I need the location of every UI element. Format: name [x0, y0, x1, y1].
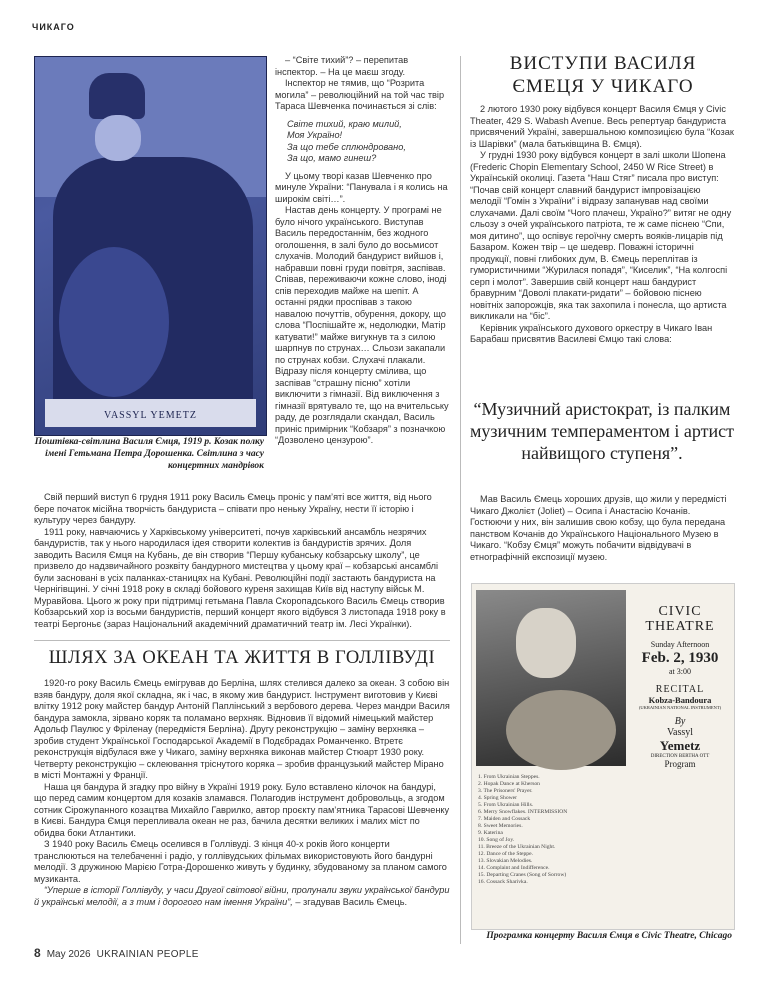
program-item: 7. Maiden and Cossack: [478, 816, 531, 822]
article-column-right-lower: [470, 494, 734, 563]
photo-figure-hat: [89, 73, 145, 119]
section-divider: [34, 640, 450, 641]
photo-figure-face: [95, 115, 141, 161]
photo-caption: Поштівка-світлина Василя Ємця, 1919 р. Козак полку імені Гетьмана Петра Дорошенка. Світлина з часу концертних мандрівок: [34, 437, 264, 471]
photo-plate-text: VASSYL YEMETZ: [104, 410, 197, 421]
pull-quote: “Музичний аристократ, із палким музичним темпераментом і артист найвищого ступеня”.: [470, 399, 734, 463]
column-divider: [460, 56, 461, 944]
poem-line: Світе тихий, краю милий,: [287, 118, 402, 129]
program-item: 10. Song of Joy.: [478, 837, 515, 843]
poster-photo-face: [516, 608, 576, 678]
poem-quote: [287, 119, 451, 165]
article-column-middle: [275, 55, 451, 447]
paragraph: – “Світе тихий”? – перепитав інспектор. – На це маєш згоду.: [275, 55, 409, 77]
photo-bandura: [59, 247, 169, 397]
poster-by: By: [674, 716, 686, 727]
poster-recital: RECITAL: [655, 684, 705, 695]
program-item: 8. Sweet Memories.: [478, 823, 523, 829]
paragraph: [34, 885, 450, 908]
poster-first-name: Vassyl: [666, 727, 694, 738]
program-item: 12. Dance of the Steppe.: [478, 851, 533, 857]
paragraph: Інспектор не тямив, що “Розрита могила” – революційний на той час твір Тараса Шевченка починається зі слів:: [275, 78, 445, 111]
article-hollywood-block: [34, 678, 450, 908]
poster-time: at 3:00: [669, 667, 691, 676]
poster-photo: [476, 590, 626, 766]
poem-line: За що, мамо гинеш?: [287, 153, 377, 163]
paragraph: У грудні 1930 року відбувся концерт в залі школи Шопена (Frederic Chopin Elementary School, 2450 W Rice Street) в Українській околиці. Газета “Наш Стяг” писала про виступ: “Почав свій концерт славний бандурист імпровізацією мелодії “Гомін з України” і відразу запанував над своїми слухачами. Далі своїм “Чого плачеш, Україно?” витяг не одну сльозу з очей українського патріота, те ж саме піснею “Спи, моя дитино”, що оспівує героїчну смерть вояків-лицарів під Базаром. Кожен твір – це шедевр. Поважні історичні продукції, повні глибоких дум, В. Ємець переплітав із гумористичними “Журилася попадя”, “Киселик”, “На колгоспі серп і молот”. Завершив свій концерт наш бандурист бравурним “Доволі плакати-ридати” – бойовою піснею новітніх запорожців, яка так захопила і понесла, що артиста викликали на “біс”.: [470, 150, 732, 321]
program-item: 11. Breeze of the Ukrainian Night.: [478, 844, 556, 850]
issue-date: May 2026: [46, 949, 91, 960]
poem-line: За що тебе сплюндровано,: [287, 141, 406, 152]
paragraph: З 1940 року Василь Ємець оселився в Голлівуді. З кінця 40-х років його концерти транслюються на телебаченні і радіо, у голлівудських фільмах використовують його бандурні мелодії. З дружиною Марією Готра-Дорошенко живуть у будинку, збудованому за планом самого музиканта.: [34, 839, 447, 884]
poem-line: Моя Україно!: [287, 130, 343, 140]
program-item: 3. The Prisoners' Prayer.: [478, 788, 533, 794]
paragraph: Свій перший виступ 6 грудня 1911 року Василь Ємець проніс у пам’яті все життя, від нього бере початок місійна творчість бандуриста – співати про неньку Україну, нести її історію і культуру через бандуру.: [34, 492, 432, 525]
section-label: ЧИКАГО: [32, 22, 75, 32]
poster-photo-bandura: [506, 690, 616, 770]
program-item: 2. Hopak Dance at Kherson: [478, 781, 540, 787]
paragraph: 1920-го року Василь Ємець емігрував до Берліна, шлях стелився далеко за океан. З собою він взяв бандуру, доля якої складна, як і час, в якому жив бандурист. Інструмент виготовив у Києві влітку 1912 року майстер бандур Антоній Паплінський з вербового дерева. Через мандри Василя бандура замокла, зірвано коряк та поламано верхняк. Відновив її відомий німецький майстер Адольф Паулюс у Фріленау (передмістя Берліна). Другу реконструкцію – заміну верхняка – зробив студент Української Господарської Академії в Подєбрадах Романченко. Втретє реконструкція відбулася вже у Чикаго, заміну верхняка виконав майстер Стюарт 1930 року. Четверту реконструкцію – склеювання тріснутого коряка – зробив французький майстер Мірано в місті Монтажні у Франції.: [34, 678, 450, 780]
quote-italic: “Упершe в історії Голлівуду, у часи Другої світової війни, пролунали звуки української бандури й українські мелодії, а з тим і дорогого нам імення України”,: [34, 885, 450, 907]
quote-attribution: – згадував Василь Ємець.: [292, 896, 408, 907]
program-item: 6. Merry Snowflakes. INTERMISSION: [478, 809, 568, 815]
poster-date: Feb. 2, 1930: [641, 650, 719, 666]
paragraph: У цьому творі казав Шевченко про минуле України: “Панувала і я колись на широкім світі…”.: [275, 170, 448, 204]
program-caption: Програмка концерту Василя Ємця в Civic Theatre, Chicago: [486, 931, 732, 941]
page-footer: [34, 946, 199, 960]
poster-last-name: Yemetz: [659, 738, 701, 753]
section-heading-hollywood: ШЛЯХ ЗА ОКЕАН ТА ЖИТТЯ В ГОЛЛІВУДІ: [48, 648, 436, 668]
program-item: 9. Katerina: [478, 830, 503, 836]
concert-program-image: [471, 583, 735, 930]
poster-title-block: [630, 604, 730, 769]
poster-title: CIVIC THEATRE: [645, 604, 715, 634]
poster-day: Sunday Afternoon: [650, 640, 710, 649]
program-item: 5. From Ukrainian Hills.: [478, 802, 534, 808]
paragraph: 1911 року, навчаючись у Харківському університеті, почув харківський ансамбль незрячих бандуристів, так у нього народилася ідея створити колектив із бандуристів зрячих. Доля заводить Василя Ємця на Кубань, де він створив “Першу кубанську кобзарську школу”, це призвело до надзвичайного розквіту бандурного мистецтва у цьому краї – кобзарські ансамблі були засновані в усіх паланках-станицях на Кубані. Революційні події застають бандуриста на Чернігівщині. У січні 1918 року в складі бойового куреня захищав Київ від наступу військ М. Муравйова. Цього ж року при підтримці гетьмана Павла Скоропадського Василь Ємець створив Кобзарський хор із восьми бандуристів, перший концерт якого відбувся 3 листопада 1918 року в театрі Бергоньє (зараз Національний академічний драматичний театр ім. Лесі Українки).: [34, 526, 446, 629]
program-item: 15. Departing Cranes (Song of Sorrow): [478, 872, 567, 878]
paragraph: 2 лютого 1930 року відбувся концерт Василя Ємця у Civic Theater, 429 S. Wabash Avenue. Весь репертуар бандуриста присвячений Україні, завершальною композицією була “Козак із Шарівки” (мала батьківщина В. Ємця).: [470, 104, 734, 149]
page-number: 8: [34, 946, 41, 960]
poster-instrument-note: (UKRAINIAN NATIONAL INSTRUMENT): [638, 705, 722, 710]
program-item: 16. Cossack Sharivka.: [478, 879, 528, 885]
magazine-name: UKRAINIAN PEOPLE: [96, 949, 199, 960]
poster-instrument: Kobza-Bandoura: [648, 695, 712, 705]
paragraph: Керівник українського духового оркестру в Чикаго Іван Барабаш присвятив Василеві Ємцю такі слова:: [470, 322, 713, 344]
program-item: 13. Slovakian Melodies.: [478, 858, 533, 864]
poster-direction: DIRECTION BERTHA OTT: [650, 754, 710, 759]
program-item: 1. From Ukrainian Steppes.: [478, 774, 540, 780]
program-item: 14. Complaint and Indifference.: [478, 865, 550, 871]
portrait-photo: [34, 56, 267, 436]
program-item: 4. Spring Shower: [478, 795, 518, 801]
article-wide-block: [34, 492, 450, 630]
section-heading-chicago: ВИСТУПИ ВАСИЛЯ ЄМЕЦЯ У ЧИКАГО: [509, 53, 697, 97]
paragraph: Наша ця бандура й згадку про війну в Україні 1919 року. Було вставлено кілочок на бандурі, що перед самим концертом для козаків зламався. Полагодив інструмент добровольць, а згодом сотник Сірожупанного козацтва Михайло Гаврилко, автор проєкту пам’ятника Тарасові Шевченку в Києві. Бандура Ємця перепливала океан не раз, бачила десятки великих і малих міст по обидва боки Атлантики.: [34, 781, 450, 838]
paragraph: Настав день концерту. У програмі не було нічого українського. Виступав Василь передостаннім, без жодного оголошення, в залі було до восьмисот слухачів. Молодий бандурист вийшов і, набравши повні груди повітря, заспівав. Співав, переживаючи кожне слово, іноді спів переходив майже на шепіт. А останні рядки проспівав з такою навалою почуттів, обурення, докору, що слова “Поспішайте ж, недолюдки, Матір катувати!” майже вигукнув та з силою шарпнув по струнах… Сльози закапали по струнах кобзи. Слухачі плакали. Відразу після концерту смілива, що заспівав “страшну пісню” хотіли виключити з гімназії. Від виключення з гімназії врятувало те, що на вчительську раду, де розглядали скандал, Василь приніс примірник “Кобзаря” з позначкою “Дозволено цензурою”.: [275, 205, 449, 445]
poster-program-list: [478, 774, 728, 886]
article-column-right: [470, 104, 734, 346]
poster-program-label: Program: [664, 759, 696, 769]
paragraph: Мав Василь Ємець хороших друзів, що жили у передмісті Чикаго Джолієт (Joliet) – Осипа і Анастасію Кочанів. Гостюючи у них, він залишив свою кобзу, що була передана панством Кочанів до Українського Національного Музею в Чикаго. “Кобзу Ємця” можуть побачити відвідувачі в етнографічній експозиції музею.: [470, 494, 727, 562]
